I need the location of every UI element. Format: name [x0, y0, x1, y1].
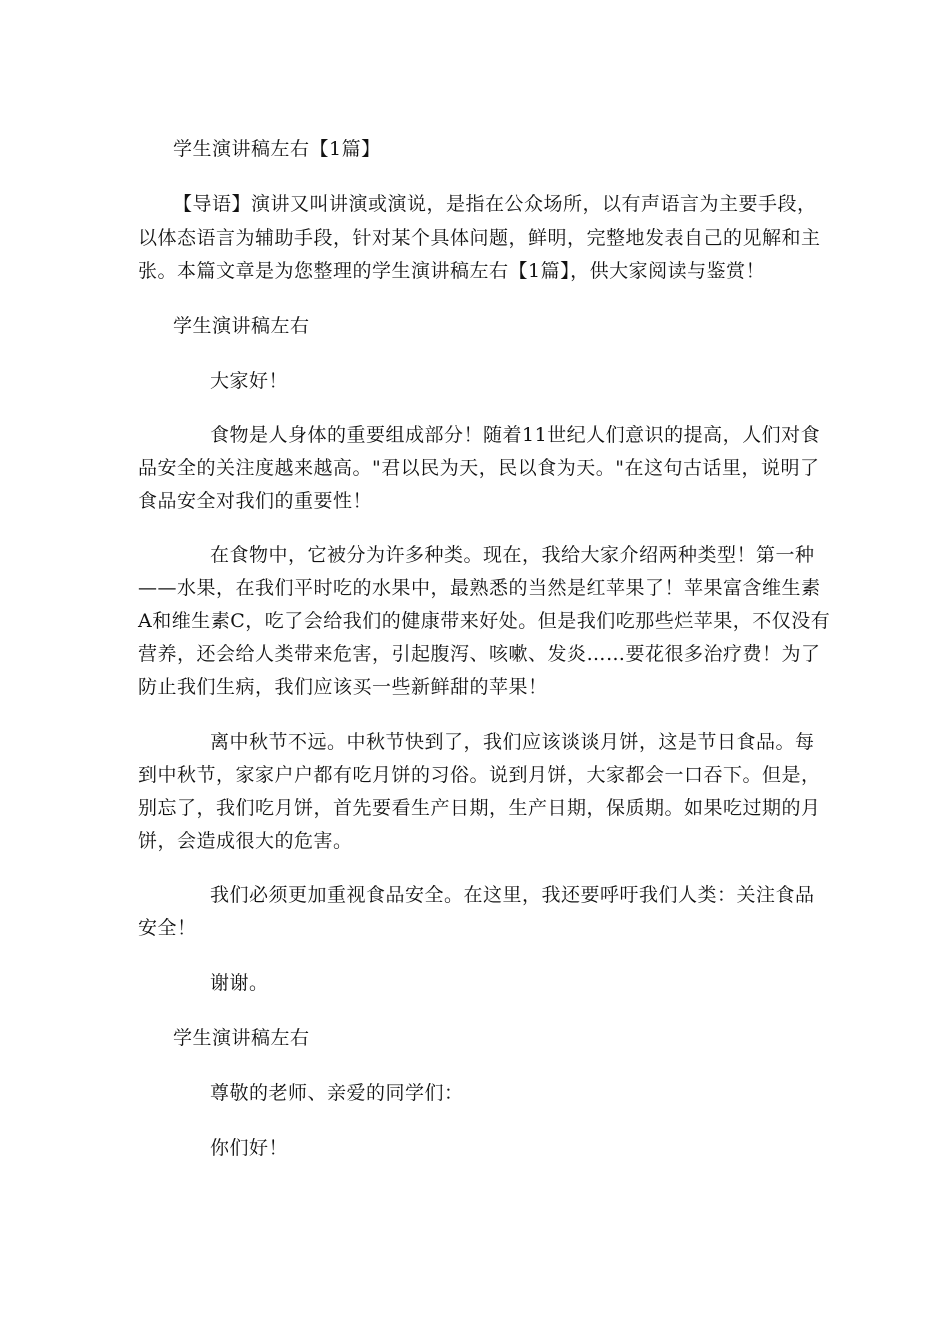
thanks: 谢谢。	[210, 972, 269, 994]
para4-line-2: 安全！	[138, 917, 197, 939]
greeting: 大家好！	[210, 370, 289, 392]
intro-line-3: 张。本篇文章是为您整理的学生演讲稿左右【1篇】，供大家阅读与鉴赏！	[138, 260, 766, 282]
para1-line-2: 品安全的关注度越来越高。"君以民为天，民以食为天。"在这句古话里，说明了	[138, 457, 820, 479]
para1-line-1: 食物是人身体的重要组成部分！随着11世纪人们意识的提高，人们对食	[210, 424, 821, 446]
para3-line-3: 别忘了，我们吃月饼，首先要看生产日期，生产日期，保质期。如果吃过期的月	[138, 797, 821, 819]
para2-line-2: ——水果，在我们平时吃的水果中，最熟悉的当然是红苹果了！苹果富含维生素	[138, 577, 821, 599]
section-heading-1: 学生演讲稿左右	[173, 315, 310, 337]
para3-line-4: 饼，会造成很大的危害。	[138, 830, 353, 852]
para3-line-1: 离中秋节不远。中秋节快到了，我们应该谈谈月饼，这是节日食品。每	[210, 731, 815, 753]
intro-line-2: 以体态语言为辅助手段，针对某个具体问题，鲜明，完整地发表自己的见解和主	[138, 227, 821, 249]
para1-line-3: 食品安全对我们的重要性！	[138, 490, 373, 512]
para2-line-4: 营养，还会给人类带来危害，引起腹泻、咳嗽、发炎……要花很多治疗费！为了	[138, 643, 821, 665]
document-title: 学生演讲稿左右【1篇】	[173, 138, 381, 160]
section-heading-2: 学生演讲稿左右	[173, 1027, 310, 1049]
para3-line-2: 到中秋节，家家户户都有吃月饼的习俗。说到月饼，大家都会一口吞下。但是，	[138, 764, 821, 786]
para2-line-5: 防止我们生病，我们应该买一些新鲜甜的苹果！	[138, 676, 548, 698]
salutation: 尊敬的老师、亲爱的同学们：	[210, 1082, 464, 1104]
para2-line-3: A和维生素C，吃了会给我们的健康带来好处。但是我们吃那些烂苹果，不仅没有	[138, 610, 831, 632]
para4-line-1: 我们必须更加重视食品安全。在这里，我还要呼吁我们人类：关注食品	[210, 884, 815, 906]
intro-line-1: 【导语】演讲又叫讲演或演说，是指在公众场所，以有声语言为主要手段，	[173, 193, 817, 215]
greeting-2: 你们好！	[210, 1137, 289, 1159]
para2-line-1: 在食物中，它被分为许多种类。现在，我给大家介绍两种类型！第一种	[210, 544, 815, 566]
